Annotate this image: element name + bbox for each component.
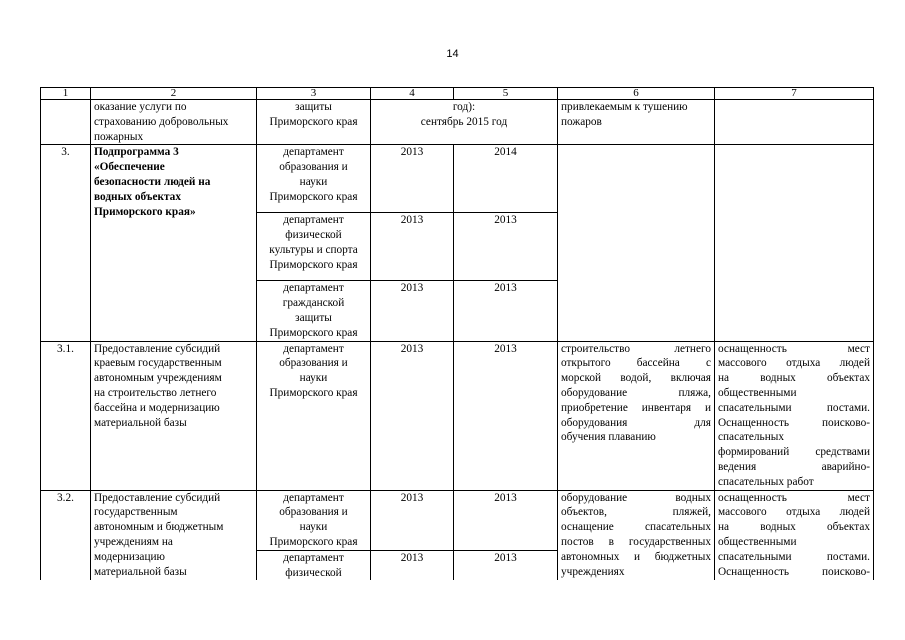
- cell-line: оснащенность мест: [718, 342, 870, 355]
- cell-line: науки: [299, 175, 328, 188]
- cell-line: Приморского края: [269, 535, 358, 548]
- item-number-cell: 3.1.: [41, 341, 91, 490]
- cell-line: государственным: [94, 506, 178, 519]
- cell-line: пожаров: [561, 115, 602, 128]
- end-year-cell: 2013: [454, 281, 558, 341]
- executor-cell: [257, 490, 371, 550]
- cell-line: на водных объектах: [718, 372, 870, 385]
- start-year-cell: 2013: [371, 213, 454, 281]
- executor-cell: [257, 145, 371, 213]
- cell-line: Оснащенность поисково-: [718, 416, 870, 429]
- cell-line: общественными: [718, 535, 797, 548]
- cell-line: год):: [452, 101, 476, 113]
- start-year-cell: 2013: [371, 490, 454, 550]
- cell-line: Подпрограмма 3: [94, 146, 179, 159]
- indicator-cell: [715, 100, 874, 145]
- indicator-cell: [715, 145, 874, 341]
- column-number: 1: [41, 88, 91, 100]
- cell-line: автономным и бюджетным: [94, 521, 224, 534]
- cell-line: Оснащенность поисково-: [718, 565, 870, 578]
- activity-cell: [91, 490, 257, 580]
- table-row: [41, 145, 874, 213]
- table-row: [41, 490, 874, 550]
- cell-line: образования и: [279, 357, 348, 370]
- cell-line: привлекаемым к тушению: [561, 101, 688, 113]
- cell-line: «Обеспечение: [94, 161, 165, 174]
- start-year-cell: 2013: [371, 550, 454, 580]
- cell-line: Приморского края: [269, 326, 358, 339]
- cell-line: открытого бассейна с: [561, 357, 711, 370]
- cell-line: защиты: [295, 101, 332, 113]
- cell-line: безопасности людей на: [94, 175, 211, 188]
- cell-line: учреждениям на: [94, 535, 173, 548]
- end-year-cell: 2014: [454, 145, 558, 213]
- cell-line: оказание услуги по: [94, 101, 187, 113]
- result-cell: [558, 341, 715, 490]
- cell-line: департамент: [283, 214, 344, 227]
- cell-line: оборудования для: [561, 416, 711, 429]
- cell-line: Предоставление субсидий: [94, 491, 221, 504]
- cell-line: материальной базы: [94, 416, 187, 429]
- cell-line: приобретение инвентаря и: [561, 401, 711, 414]
- cell-line: Приморского края: [269, 190, 358, 203]
- end-year-cell: 2013: [454, 490, 558, 550]
- cell-line: Предоставление субсидий: [94, 342, 221, 355]
- executor-cell: [257, 100, 371, 145]
- activity-table: [40, 87, 874, 580]
- subprogram-title-cell: [91, 145, 257, 341]
- column-number: 7: [715, 88, 874, 100]
- cell-line: спасательными постами.: [718, 550, 870, 563]
- executor-cell: [257, 341, 371, 490]
- cell-line: образования и: [279, 161, 348, 174]
- activity-cell: [91, 100, 257, 145]
- column-number: 3: [257, 88, 371, 100]
- cell-line: оборудование пляжа,: [561, 386, 711, 399]
- column-number: 5: [454, 88, 558, 100]
- executor-cell: [257, 550, 371, 580]
- cell-line: бассейна и модернизацию: [94, 401, 220, 414]
- period-cell: [371, 100, 558, 145]
- cell-line: краевым государственным: [94, 357, 222, 370]
- page-number: 14: [446, 48, 459, 60]
- cell-line: спасательных работ: [718, 475, 814, 488]
- cell-line: департамент: [283, 491, 344, 504]
- cell-line: общественными: [718, 386, 797, 399]
- cell-line: автономным учреждениям: [94, 372, 222, 385]
- cell-line: на строительство летнего: [94, 386, 217, 399]
- cell-line: департамент: [283, 282, 344, 295]
- cell-line: физической: [285, 229, 342, 242]
- cell-line: массового отдыха людей: [718, 357, 870, 370]
- cell-line: оснащение спасательных: [561, 521, 711, 534]
- cell-line: Приморского края»: [94, 205, 196, 218]
- table-row: [41, 341, 874, 490]
- column-number-row: [41, 88, 874, 100]
- cell-line: строительство летнего: [561, 342, 711, 355]
- item-number-cell: [41, 100, 91, 145]
- cell-line: оснащенность мест: [718, 491, 870, 504]
- cell-line: спасательными постами.: [718, 401, 870, 414]
- cell-line: массового отдыха людей: [718, 506, 870, 519]
- cell-line: морской водой, включая: [561, 372, 711, 385]
- table-row: [41, 100, 874, 145]
- cell-line: гражданской: [282, 297, 345, 310]
- cell-line: физической: [285, 566, 342, 579]
- start-year-cell: 2013: [371, 281, 454, 341]
- column-number: 4: [371, 88, 454, 100]
- column-number: 6: [558, 88, 715, 100]
- item-number-cell: 3.: [41, 145, 91, 341]
- start-year-cell: 2013: [371, 341, 454, 490]
- cell-line: защиты: [295, 311, 332, 324]
- start-year-cell: 2013: [371, 145, 454, 213]
- end-year-cell: 2013: [454, 550, 558, 580]
- cell-line: Приморского края: [269, 386, 358, 399]
- cell-line: формирований средствами: [718, 446, 870, 459]
- indicator-cell: [715, 341, 874, 490]
- column-number: 2: [91, 88, 257, 100]
- result-cell: [558, 490, 715, 580]
- result-cell: [558, 100, 715, 145]
- end-year-cell: 2013: [454, 213, 558, 281]
- cell-line: водных объектах: [94, 190, 181, 203]
- cell-line: обучения плаванию: [561, 431, 656, 444]
- cell-line: объектов, пляжей,: [561, 506, 711, 519]
- cell-line: ведения аварийно-: [718, 460, 870, 473]
- cell-line: спасательных: [718, 431, 784, 444]
- indicator-cell: [715, 490, 874, 580]
- result-cell: [558, 145, 715, 341]
- cell-line: пожарных: [94, 130, 144, 143]
- cell-line: науки: [299, 372, 328, 385]
- executor-cell: [257, 281, 371, 341]
- executor-cell: [257, 213, 371, 281]
- cell-line: департамент: [283, 146, 344, 159]
- cell-line: автономных и бюджетных: [561, 550, 711, 563]
- cell-line: модернизацию: [94, 550, 165, 563]
- cell-line: культуры и спорта: [269, 243, 358, 256]
- cell-line: Приморского края: [269, 258, 358, 271]
- cell-line: учреждениях: [561, 565, 625, 578]
- cell-line: оборудование водных: [561, 491, 711, 504]
- cell-line: страхованию добровольных: [94, 115, 229, 128]
- item-number-cell: 3.2.: [41, 490, 91, 580]
- cell-line: Приморского края: [269, 115, 358, 128]
- cell-line: департамент: [283, 551, 344, 564]
- cell-line: сентябрь 2015 год: [420, 115, 508, 128]
- cell-line: на водных объектах: [718, 521, 870, 534]
- end-year-cell: 2013: [454, 341, 558, 490]
- cell-line: науки: [299, 521, 328, 534]
- cell-line: образования и: [279, 506, 348, 519]
- activity-cell: [91, 341, 257, 490]
- cell-line: постов в государственных: [561, 535, 711, 548]
- cell-line: материальной базы: [94, 565, 187, 578]
- cell-line: департамент: [283, 342, 344, 355]
